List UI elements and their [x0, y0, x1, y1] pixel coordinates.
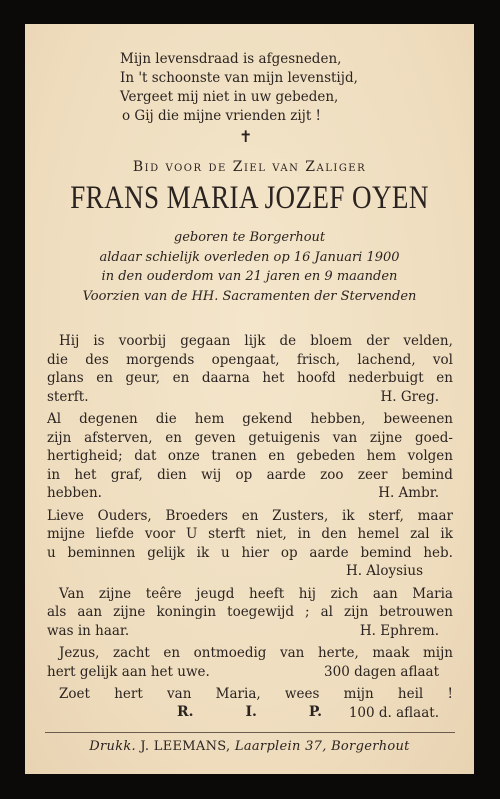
prayer-request: Bid voor de Ziel van Zaliger — [132, 159, 367, 175]
info-line: in den ouderdom van 21 jaren en 9 maanden — [101, 269, 398, 284]
text-line: als aan zijne koningin toegewijd ; al zijn betrouwen — [47, 604, 453, 620]
text-line: mijne liefde voor U sterft niet, in den hemel zal ik — [47, 526, 453, 542]
quote-paragraph — [47, 644, 453, 681]
text-line: Al degenen die hem gekend hebben, beweenen — [47, 411, 453, 427]
text-line: Van zijne teêre jeugd heeft hij zich aan Maria — [59, 585, 453, 602]
text-line: Hij is voorbij gegaan lijk de bloem der velden, — [59, 333, 453, 349]
quote-paragraph — [47, 507, 453, 581]
text-line — [47, 663, 453, 682]
rip-letter: P. — [308, 704, 323, 720]
rip — [25, 704, 474, 720]
text-line — [47, 622, 453, 641]
quote-paragraph — [47, 332, 453, 406]
info-line: geboren te Borgerhout — [173, 230, 326, 245]
memorial-card — [25, 24, 474, 774]
attribution: H. Greg. — [380, 388, 439, 405]
info-line: aldaar schielijk overleden op 16 Januari 1900 — [99, 249, 400, 265]
quote-paragraph — [47, 410, 453, 503]
deceased-name: FRANS MARIA JOZEF OYEN — [70, 180, 429, 216]
text-line: die des morgends opengaat, frisch, lachend, vol — [47, 351, 453, 368]
text-line: in het graf, dien wij op aarde zoo zeer bemind — [47, 466, 453, 483]
divider — [45, 732, 455, 733]
attribution: H. Aloysius — [345, 563, 423, 579]
poem-line: Mijn levensdraad is afgesneden, — [120, 51, 342, 67]
text-line: u beminnen gelijk ik u hier op aarde bemind heb. — [47, 544, 453, 561]
attribution: 100 d. aflaat. — [348, 704, 439, 721]
last-line-text: was in haar. — [47, 622, 130, 639]
printer-name: J. LEEMANS, — [140, 739, 231, 754]
printer-prefix: Drukk. — [89, 739, 136, 754]
rip-letter: R. — [176, 704, 194, 720]
text-line: Lieve Ouders, Broeders en Zusters, ik sterf, maar — [47, 507, 453, 524]
cross-icon: ✝ — [239, 127, 253, 146]
text-line — [47, 388, 453, 407]
poem-line: o Gij die mijne vrienden zijt ! — [122, 108, 321, 124]
printer-address: Laarplein 37, Borgerhout — [234, 739, 410, 754]
info-line: Voorzien van de HH. Sacramenten der Stervenden — [82, 288, 417, 304]
rip-letter: I. — [245, 704, 257, 720]
text-line — [47, 484, 453, 503]
poem — [120, 50, 358, 126]
text-line: Jezus, zacht en ontmoedig van herte, maak mijn — [59, 645, 453, 661]
attribution: H. Ambr. — [378, 485, 439, 501]
last-line-text: hebben. — [47, 485, 102, 501]
quote-paragraph — [47, 585, 453, 641]
text-line: zijn afsterven, en geven getuigenis van zijne goed- — [47, 429, 453, 446]
text-line: hertigheid; dat onze tranen en gebeden hem volgen — [47, 448, 453, 464]
printer-line — [25, 739, 474, 754]
poem-line: In 't schoonste van mijn levenstijd, — [120, 70, 358, 86]
attribution: H. Ephrem. — [359, 622, 439, 639]
last-line-text: sterft. — [47, 388, 89, 405]
prayer-text — [47, 332, 453, 726]
text-line: Zoet hert van Maria, wees mijn heil ! — [59, 686, 453, 702]
poem-line: Vergeet mij niet in uw gebeden, — [120, 89, 339, 105]
last-line-text: hert gelijk aan het uwe. — [47, 663, 210, 680]
death-info — [25, 228, 474, 306]
text-line: glans en geur, en daarna het hoofd nederbuigt en — [47, 370, 453, 386]
attribution: 300 dagen aflaat — [324, 663, 439, 680]
